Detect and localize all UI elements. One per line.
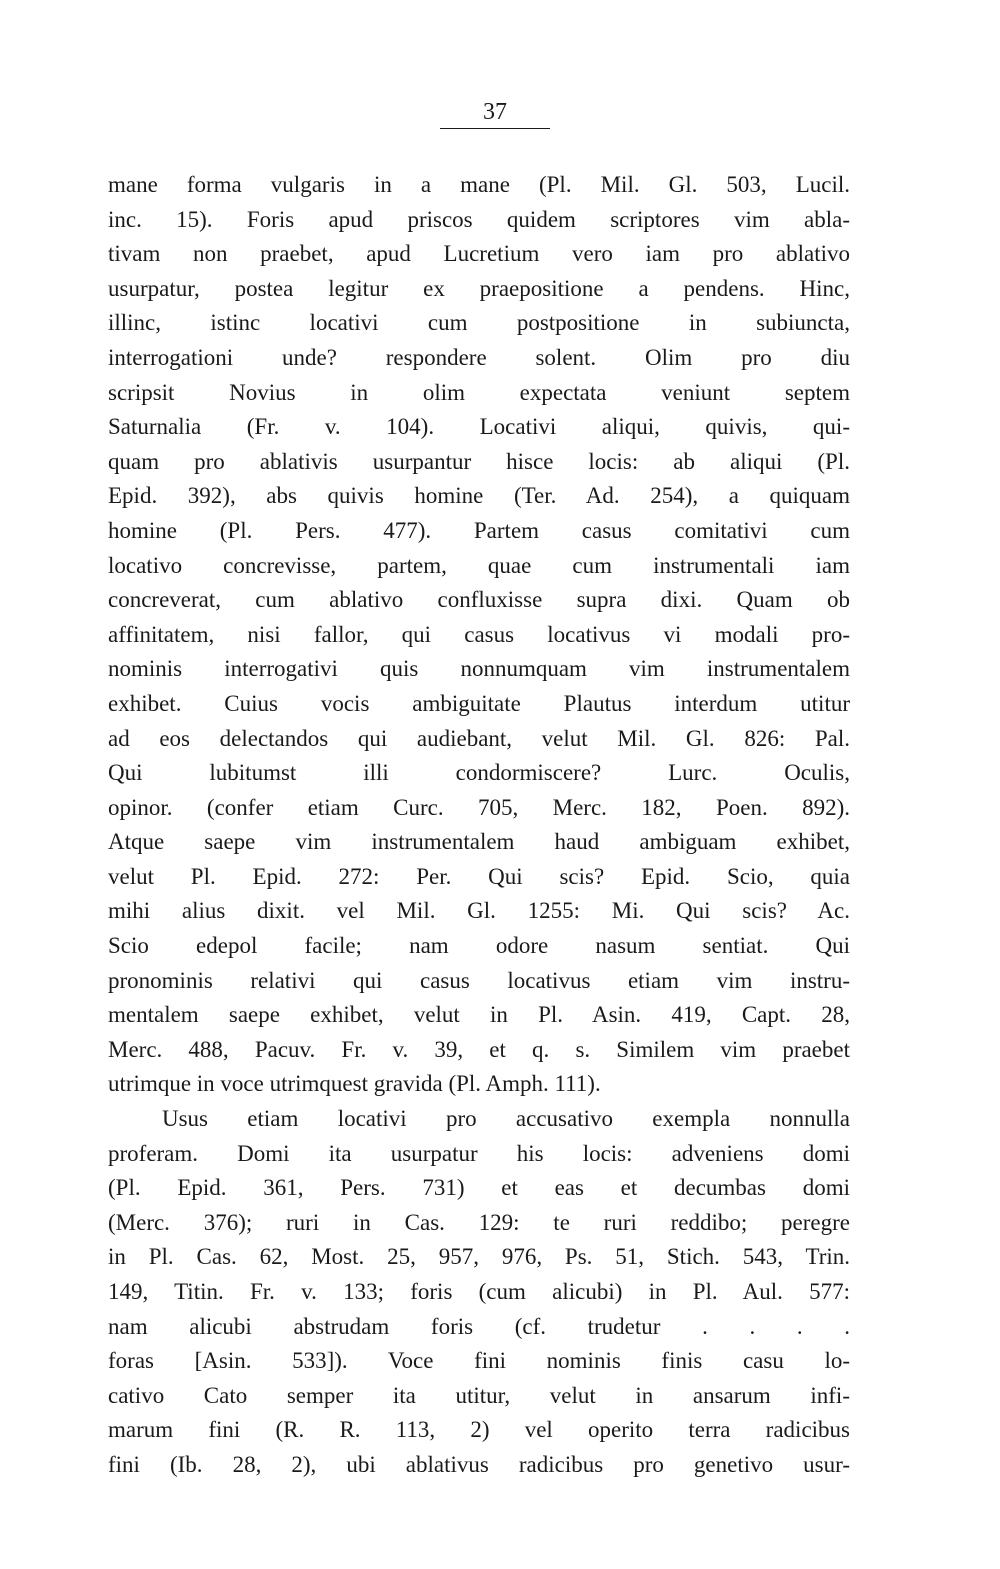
text-line: Epid. 392), abs quivis homine (Ter. Ad. 254), a quiquam	[108, 483, 850, 509]
page-number: 37	[483, 99, 507, 125]
text-line: ad eos delectandos qui audiebant, velut Mil. Gl. 826: Pal.	[108, 725, 850, 751]
text-line: Qui lubitumst illi condormiscere? Lurc. Oculis,	[108, 760, 850, 786]
text-line: nam alicubi abstrudam foris (cf. trudetur . . . .	[108, 1313, 850, 1339]
text-line: Usus etiam locativi pro accusativo exempla nonnulla	[162, 1106, 850, 1132]
text-line: concreverat, cum ablativo confluxisse supra dixi. Quam ob	[108, 587, 850, 613]
text-line: Merc. 488, Pacuv. Fr. v. 39, et q. s. Similem vim praebet	[108, 1036, 850, 1062]
text-line: mihi alius dixit. vel Mil. Gl. 1255: Mi. Qui scis? Ac.	[108, 898, 850, 924]
body-text	[108, 168, 850, 1483]
text-line: nominis interrogativi quis nonnumquam vim instrumentalem	[108, 656, 850, 682]
text-line: (Merc. 376); ruri in Cas. 129: te ruri reddibo; peregre	[108, 1209, 850, 1235]
text-line: velut Pl. Epid. 272: Per. Qui scis? Epid. Scio, quia	[108, 863, 850, 889]
text-line: utrimque in voce utrimquest gravida (Pl. Amph. 111).	[108, 1071, 601, 1097]
text-line: interrogationi unde? respondere solent. Olim pro diu	[108, 344, 850, 370]
text-line: homine (Pl. Pers. 477). Partem casus comitativi cum	[108, 517, 850, 543]
text-line: affinitatem, nisi fallor, qui casus locativus vi modali pro-	[108, 621, 850, 647]
text-line: foras [Asin. 533]). Voce fini nominis finis casu lo-	[108, 1348, 850, 1374]
text-line: (Pl. Epid. 361, Pers. 731) et eas et decumbas domi	[108, 1175, 850, 1201]
text-line: illinc, istinc locativi cum postpositione in subiuncta,	[108, 310, 850, 336]
text-line: quam pro ablativis usurpantur hisce locis: ab aliqui (Pl.	[108, 448, 850, 474]
text-line: mane forma vulgaris in a mane (Pl. Mil. Gl. 503, Lucil.	[108, 172, 850, 197]
text-line: mentalem saepe exhibet, velut in Pl. Asin. 419, Capt. 28,	[108, 1002, 850, 1028]
text-line: Scio edepol facile; nam odore nasum sentiat. Qui	[108, 933, 850, 959]
text-line: Saturnalia (Fr. v. 104). Locativi aliqui, quivis, qui-	[108, 414, 850, 440]
text-line: cativo Cato semper ita utitur, velut in ansarum infi-	[108, 1382, 850, 1408]
text-line: fini (Ib. 28, 2), ubi ablativus radicibus pro genetivo usur-	[108, 1451, 850, 1477]
text-line: 149, Titin. Fr. v. 133; foris (cum alicubi) in Pl. Aul. 577:	[108, 1279, 850, 1304]
text-line: locativo concrevisse, partem, quae cum instrumentali iam	[108, 552, 850, 578]
text-line: Atque saepe vim instrumentalem haud ambiguam exhibet,	[108, 829, 850, 855]
text-line: exhibet. Cuius vocis ambiguitate Plautus interdum utitur	[108, 690, 850, 716]
text-line: usurpatur, postea legitur ex praepositione a pendens. Hinc,	[108, 275, 850, 301]
page-number-rule	[440, 128, 550, 129]
text-line: pronominis relativi qui casus locativus etiam vim instru-	[108, 967, 850, 993]
text-line: in Pl. Cas. 62, Most. 25, 957, 976, Ps. 51, Stich. 543, Trin.	[108, 1244, 850, 1270]
text-line: inc. 15). Foris apud priscos quidem scriptores vim abla-	[108, 206, 850, 232]
text-line: marum fini (R. R. 113, 2) vel operito terra radicibus	[108, 1417, 850, 1443]
text-line: proferam. Domi ita usurpatur his locis: adveniens domi	[108, 1140, 850, 1166]
text-line: tivam non praebet, apud Lucretium vero iam pro ablativo	[108, 241, 850, 267]
text-line: scripsit Novius in olim expectata veniunt septem	[108, 379, 850, 405]
text-line: opinor. (confer etiam Curc. 705, Merc. 182, Poen. 892).	[108, 794, 850, 820]
